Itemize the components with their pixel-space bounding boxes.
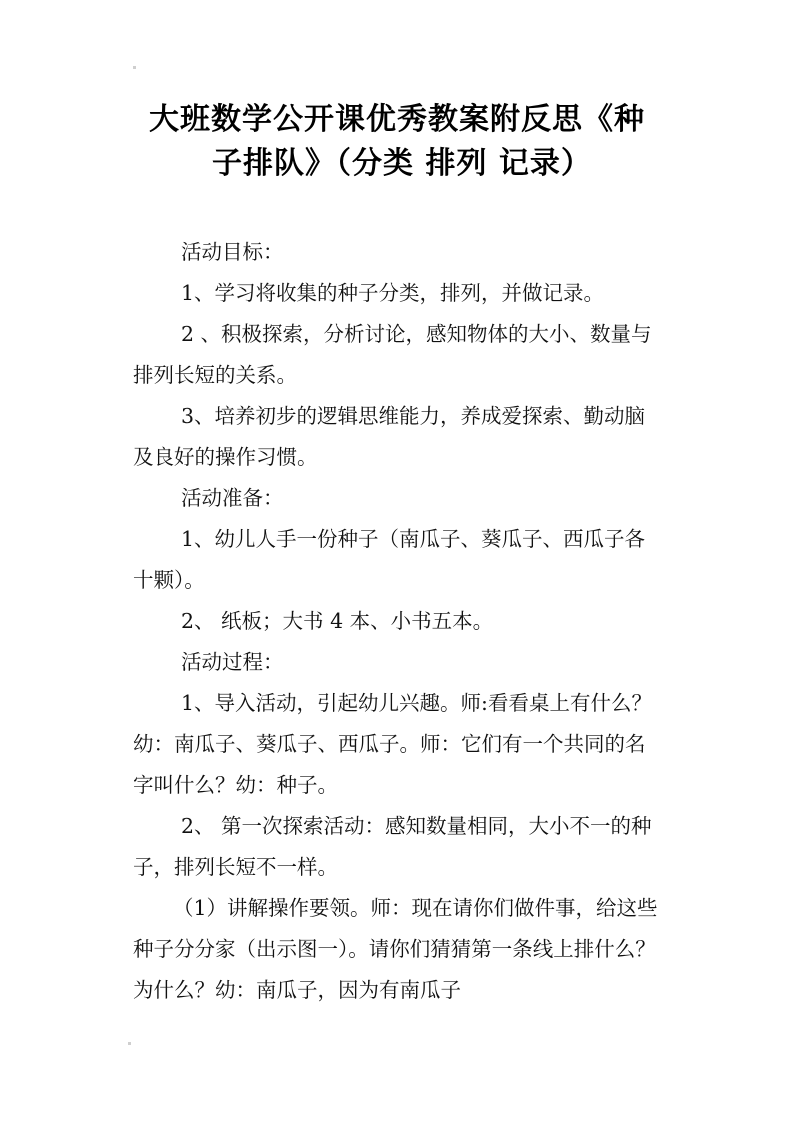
document-body	[133, 232, 663, 1011]
paragraph: 1、导入活动，引起幼儿兴趣。师:看看桌上有什么？幼：南瓜子、葵瓜子、西瓜子。师：它们有一个共同的名字叫什么？幼：种子。	[133, 691, 652, 797]
paragraph: 1、学习将收集的种子分类，排列，并做记录。	[181, 281, 605, 305]
title-line-1: 大班数学公开课优秀教案附反思《种	[149, 102, 645, 137]
scan-mark-bottom	[128, 1042, 131, 1045]
document-title	[0, 98, 794, 186]
paragraph: （1）讲解操作要领。师：现在请你们做件事，给这些种子分分家（出示图一）。请你们猜猜第一条线上排什么？为什么？幼：南瓜子，因为有南瓜子	[133, 896, 658, 1002]
title-line-2: 子排队》（分类 排列 记录）	[212, 146, 592, 181]
paragraph: 2、 纸板；大书 4 本、小书五本。	[181, 609, 494, 633]
paragraph: 活动准备：	[181, 486, 284, 510]
paragraph: 1、幼儿人手一份种子（南瓜子、葵瓜子、西瓜子各十颗）。	[133, 527, 646, 592]
paragraph: 活动过程：	[181, 650, 284, 674]
paragraph: 活动目标：	[181, 240, 284, 264]
paragraph: 2、 第一次探索活动：感知数量相同，大小不一的种子，排列长短不一样。	[133, 814, 652, 879]
paragraph: 2 、积极探索，分析讨论，感知物体的大小、数量与排列长短的关系。	[133, 322, 652, 387]
scan-mark-top	[133, 66, 136, 69]
paragraph: 3、培养初步的逻辑思维能力，养成爱探索、勤动脑及良好的操作习惯。	[133, 404, 646, 469]
